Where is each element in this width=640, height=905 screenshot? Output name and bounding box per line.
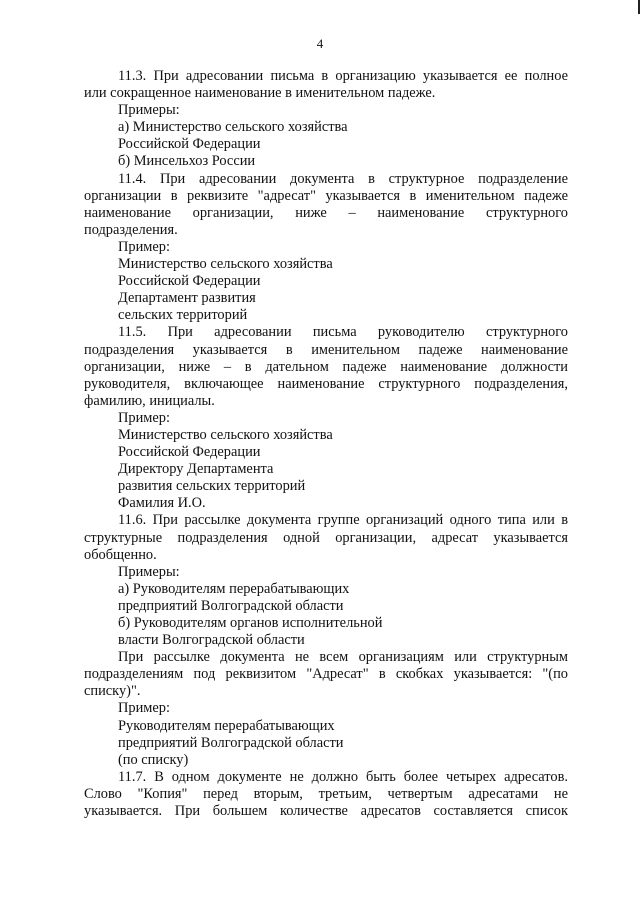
text-line: Пример: — [118, 238, 170, 255]
text-line: Российской Федерации — [118, 136, 261, 153]
text-line: предприятий Волгоградской области — [118, 734, 344, 751]
text-line: Российской Федерации — [118, 444, 261, 461]
text-line: 11.3. При адресовании письма в организацию указывается ее полное — [118, 68, 568, 84]
text-line: организации, ниже – в дательном падеже наименование должности — [84, 358, 568, 375]
text-line: Фамилия И.О. — [118, 495, 206, 512]
text-line: фамилию, инициалы. — [84, 392, 215, 409]
text-line: руководителя, включающее наименование структурного подразделения, — [84, 375, 568, 392]
text-line: а) Руководителям перерабатывающих — [118, 580, 350, 597]
text-line: б) Минсельхоз России — [118, 153, 256, 170]
text-line: (по списку) — [118, 751, 189, 768]
text-line: власти Волгоградской области — [118, 632, 305, 649]
document-body — [84, 68, 568, 820]
text-line: или сокращенное наименование в именительном падеже. — [84, 85, 436, 102]
text-line: Руководителям перерабатывающих — [118, 717, 335, 734]
text-line: обобщенно. — [84, 546, 157, 563]
text-line: 11.5. При адресовании письма руководителю структурного — [118, 324, 568, 341]
text-line: Министерство сельского хозяйства — [118, 426, 333, 443]
text-line: 11.6. При рассылке документа группе организаций одного типа или в — [118, 512, 568, 529]
text-line: Слово "Копия" перед вторым, третьим, четвертым адресатами не — [84, 785, 568, 802]
text-line: подразделения. — [84, 221, 178, 238]
text-line: б) Руководителям органов исполнительной — [118, 615, 383, 631]
text-line: При рассылке документа не всем организациям или структурным — [118, 649, 568, 666]
text-line: Пример: — [118, 700, 170, 717]
text-line: списку)". — [84, 683, 141, 700]
text-line: Министерство сельского хозяйства — [118, 256, 333, 273]
text-line: организации в реквизите "адресат" указывается в именительном падеже — [84, 187, 568, 204]
text-line: Департамент развития — [118, 290, 256, 307]
text-line: предприятий Волгоградской области — [118, 597, 344, 614]
text-line: развития сельских территорий — [118, 478, 306, 495]
text-line: а) Министерство сельского хозяйства — [118, 119, 348, 136]
text-line: Пример: — [118, 409, 170, 426]
text-line: подразделениям под реквизитом "Адресат" в скобках указывается: "(по — [84, 666, 568, 683]
page-number: 4 — [316, 36, 324, 51]
text-line: сельских территорий — [118, 307, 248, 324]
text-line: Примеры: — [118, 563, 180, 580]
text-line: Директору Департамента — [118, 461, 274, 478]
text-line: Примеры: — [118, 102, 180, 119]
text-line: Российской Федерации — [118, 273, 261, 290]
text-line: подразделения указывается в именительном падеже наименование — [84, 341, 568, 358]
text-line: 11.7. В одном документе не должно быть более четырех адресатов. — [118, 768, 568, 785]
text-line: 11.4. При адресовании документа в структурное подразделение — [118, 170, 568, 187]
text-line: указывается. При большем количестве адресатов составляется список — [84, 803, 568, 820]
text-line: наименование организации, ниже – наименование структурного — [84, 204, 568, 221]
text-line: структурные подразделения одной организации, адресат указывается — [84, 529, 568, 546]
